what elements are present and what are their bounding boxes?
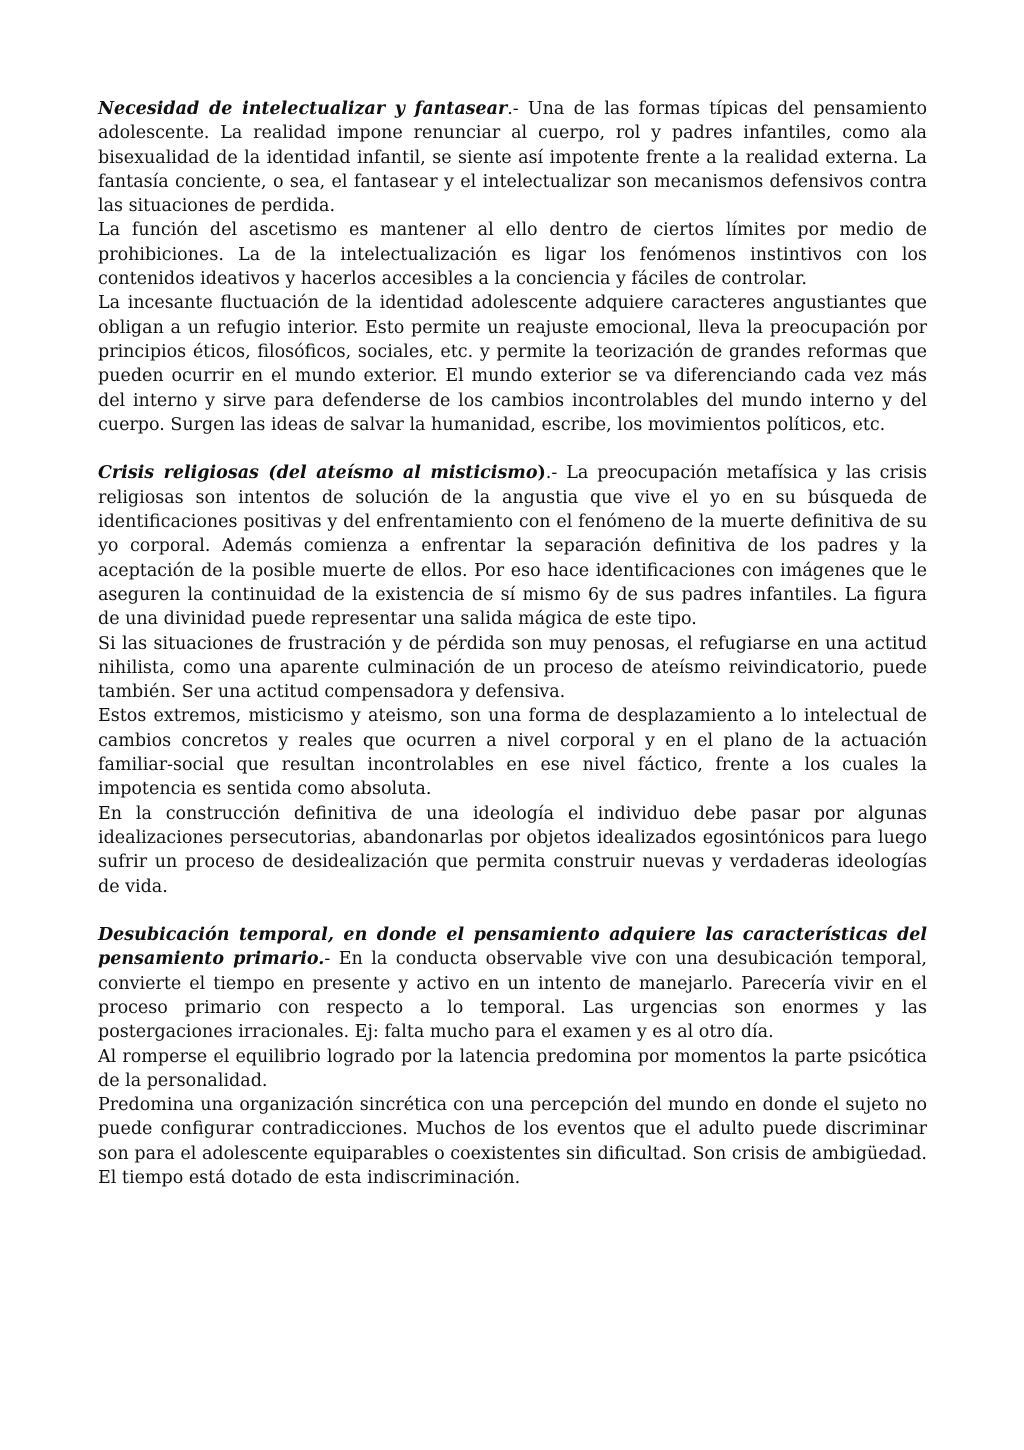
paragraph: La función del ascetismo es mantener al ello dentro de ciertos límites por medio de prohibiciones. La de la intelectualización es ligar los fenómenos instintivos con los contenidos ideativos y hacerlos accesibles a la conciencia y fáciles de controlar. bbox=[98, 220, 927, 290]
section-heading: Necesidad de intelectualizar y fantasear bbox=[98, 99, 508, 119]
paragraph: En la construcción definitiva de una ideología el individuo debe pasar por algunas idealizaciones persecutorias, abandonarlas por objetos idealizados egosintónicos para luego sufrir un proceso de desidealización que permita construir nuevas y verdaderas ideologías de vida. bbox=[98, 803, 927, 897]
paragraph-lead: .- La preocupación metafísica y las crisis religiosas son intentos de solución de la angustia que vive el yo en su búsqueda de identificaciones positivas y del enfrentamiento con el fenómeno de la muerte definitiva de su yo corporal. Además comienza a enfrentar la separación definitiva de los padres y la aceptación de la posible muerte de ellos. Por eso hace identificaciones con imágenes que le aseguren la continuidad de la existencia de sí mismo 6y de sus padres infantiles. La figura de una divinidad puede representar una salida mágica de este tipo. bbox=[98, 463, 927, 630]
paragraph-lead: .- Una de las formas típicas del pensamiento adolescente. La realidad impone renunciar al cuerpo, rol y padres infantiles, como ala bisexualidad de la identidad infantil, se siente así impotente frente a la realidad externa. La fantasía conciente, o sea, el fantasear y el intelectualizar son mecanismos defensivos contra las situaciones de perdida. bbox=[98, 99, 927, 217]
section-heading-close: ) bbox=[537, 463, 546, 484]
paragraph bbox=[98, 97, 927, 218]
paragraph bbox=[98, 923, 927, 1044]
section-intelectualizar bbox=[98, 97, 927, 437]
paragraph: Predomina una organización sincrética con una percepción del mundo en donde el sujeto no puede configurar contradicciones. Muchos de los eventos que el adulto puede discriminar son para el adolescente equiparables o coexistentes sin dificultad. Son crisis de ambigüedad. El tiempo está dotado de esta indiscriminación. bbox=[98, 1095, 927, 1189]
paragraph: La incesante fluctuación de la identidad adolescente adquiere caracteres angustiantes que obligan a un refugio interior. Esto permite un reajuste emocional, lleva la preocupación por principios éticos, filosóficos, sociales, etc. y permite la teorización de grandes reformas que pueden ocurrir en el mundo exterior. El mundo exterior se va diferenciando cada vez más del interno y sirve para defenderse de los cambios incontrolables del mundo interno y del cuerpo. Surgen las ideas de salvar la humanidad, escribe, los movimientos políticos, etc. bbox=[98, 293, 927, 435]
section-desubicacion-temporal bbox=[98, 923, 927, 1190]
paragraph bbox=[98, 461, 927, 631]
paragraph-lead: - En la conducta observable vive con una desubicación temporal, convierte el tiempo en presente y activo en un intento de manejarlo. Parecería vivir en el proceso primario con respecto a lo temporal. Las urgencias son enormes y las postergaciones irracionales. Ej: falta mucho para el examen y es al otro día. bbox=[98, 949, 927, 1043]
section-heading: Crisis religiosas (del ateísmo al misticismo bbox=[98, 463, 538, 484]
section-crisis-religiosas bbox=[98, 461, 927, 898]
document-page bbox=[98, 97, 927, 1190]
paragraph: Si las situaciones de frustración y de pérdida son muy penosas, el refugiarse en una actitud nihilista, como una aparente culminación de un proceso de ateísmo reivindicatorio, puede también. Ser una actitud compensadora y defensiva. bbox=[98, 633, 927, 703]
paragraph: Estos extremos, misticismo y ateismo, son una forma de desplazamiento a lo intelectual de cambios concretos y reales que ocurren a nivel corporal y en el plano de la actuación familiar-social que resultan incontrolables en ese nivel fáctico, frente a los cuales la impotencia es sentida como absoluta. bbox=[98, 706, 927, 800]
section-heading: Desubicación temporal, en donde el pensamiento adquiere las características del pensamiento primario. bbox=[98, 925, 927, 970]
paragraph: Al romperse el equilibrio logrado por la latencia predomina por momentos la parte psicótica de la personalidad. bbox=[98, 1046, 927, 1091]
